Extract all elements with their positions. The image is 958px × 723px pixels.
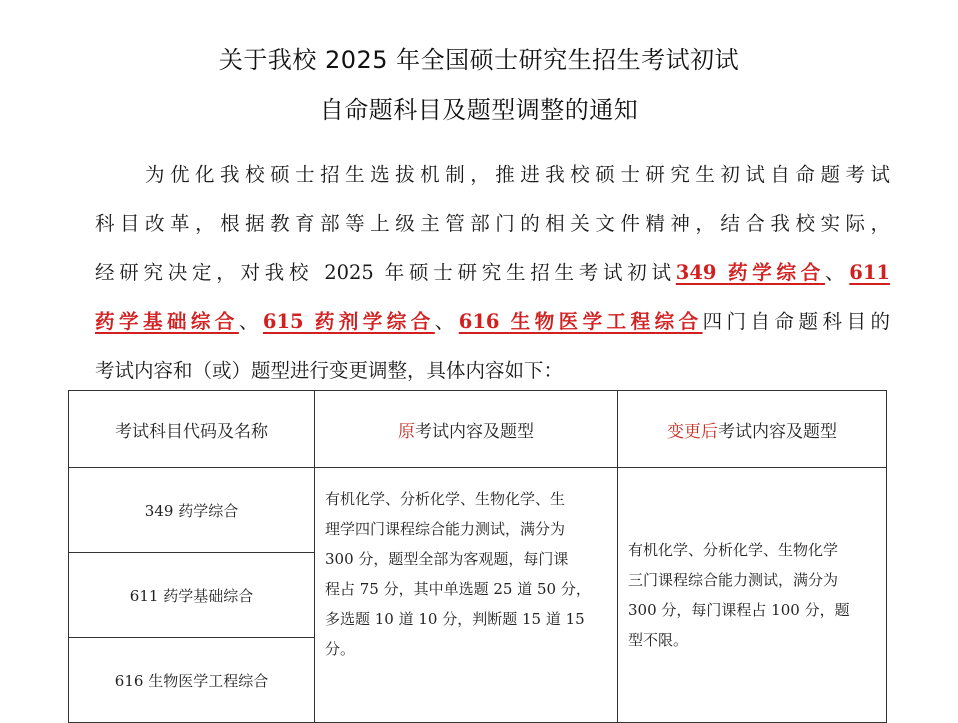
original-content-cell — [315, 468, 618, 723]
header-original-text: 考试内容及题型 — [415, 421, 534, 442]
paragraph-line-5: 考试内容和（或）题型进行变更调整，具体内容如下： — [95, 359, 564, 382]
header-changed-text: 考试内容及题型 — [718, 421, 837, 442]
header-original-red: 原 — [398, 421, 415, 442]
paragraph-line-4-text: 四门自命题科目的 — [702, 310, 890, 333]
original-line-5: 多选题 10 道 10 分，判断题 15 道 15 — [325, 610, 585, 628]
separator-comma: 、 — [434, 310, 459, 333]
separator-comma: 、 — [825, 261, 850, 284]
changed-line-2: 三门课程综合能力测试，满分为 — [628, 571, 839, 589]
original-line-4: 程占 75 分，其中单选题 25 道 50 分， — [325, 580, 591, 598]
header-changed-red: 变更后 — [667, 421, 718, 442]
changed-line-1: 有机化学、分析化学、生物化学 — [628, 541, 839, 559]
paragraph-line-1: 为优化我校硕士招生选拔机制，推进我校硕士研究生初试自命题考试 — [145, 163, 890, 186]
paragraph-line-2: 科目改革，根据教育部等上级主管部门的相关文件精神，结合我校实际， — [95, 212, 890, 235]
original-line-3: 300 分，题型全部为客观题，每门课 — [325, 550, 569, 568]
table-header-row — [69, 391, 887, 468]
changed-content-cell — [618, 468, 887, 723]
subject-highlight-616: 616 生物医学工程综合 — [458, 310, 703, 333]
header-subject-code-name: 考试科目代码及名称 — [69, 391, 315, 468]
paragraph-line-4 — [95, 297, 890, 346]
paragraph-line-3-text: 经研究决定，对我校 2025 年硕士研究生招生考试初试 — [95, 261, 676, 284]
original-line-2: 理学四门课程综合能力测试，满分为 — [325, 520, 566, 538]
subject-349: 349 药学综合 — [69, 468, 315, 553]
original-line-1: 有机化学、分析化学、生物化学、生 — [325, 490, 566, 508]
changed-line-4: 型不限。 — [628, 631, 689, 649]
subject-highlight-611-code: 611 — [849, 261, 890, 284]
changed-line-3: 300 分，每门课程占 100 分，题 — [628, 601, 850, 619]
exam-changes-table — [68, 390, 887, 723]
header-original-content — [315, 391, 618, 468]
notice-title-line-2: 自命题科目及题型调整的通知 — [319, 96, 639, 124]
notice-paragraph — [95, 150, 890, 395]
subject-616: 616 生物医学工程综合 — [69, 638, 315, 723]
subject-highlight-615: 615 药剂学综合 — [262, 310, 435, 333]
subject-highlight-611-name: 药学基础综合 — [95, 310, 239, 333]
subject-highlight-349: 349 药学综合 — [675, 261, 826, 284]
header-changed-content — [618, 391, 887, 468]
separator-comma: 、 — [238, 310, 263, 333]
notice-title-line-1: 关于我校 2025 年全国硕士研究生招生考试初试 — [218, 46, 740, 74]
table-row — [69, 468, 887, 553]
paragraph-line-3 — [95, 248, 890, 297]
subject-611: 611 药学基础综合 — [69, 553, 315, 638]
original-line-6: 分。 — [325, 640, 356, 658]
